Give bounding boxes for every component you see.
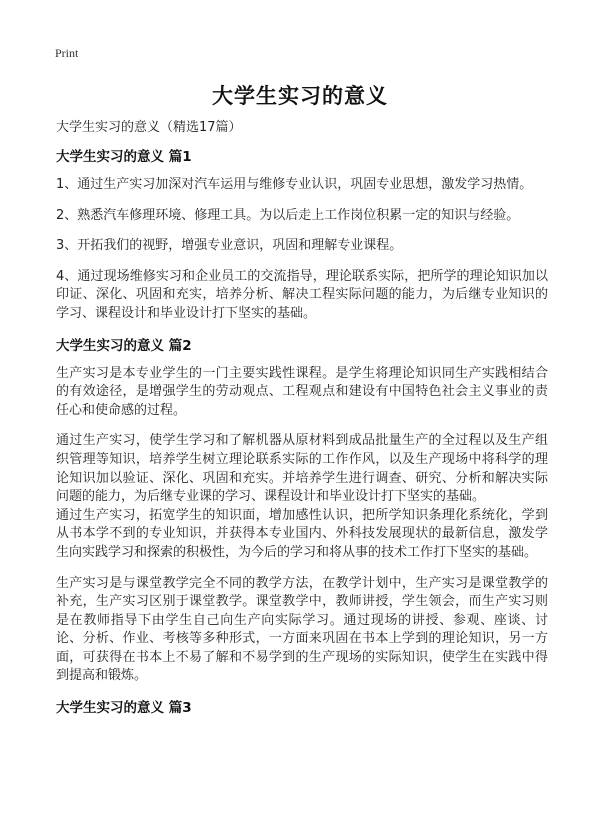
paragraph: 1、通过生产实习加深对汽车运用与维修专业认识，巩固专业思想，激发学习热情。 (56, 177, 533, 192)
paragraph: 通过生产实习，使学生学习和了解机器从原材料到成品批量生产的全过程以及生产组织管理等知识，培养学生树立理论联系实际的工作作风，以及生产现场中将科学的理论知识加以验证、深化、巩固和充实。并培养学生进行调查、研究、分析和解决实际问题的能力，为后继专业课的学习、课程设计和毕业设计打下坚实的基础。 (56, 433, 548, 505)
section-2 (56, 336, 548, 687)
paragraph: 3、开拓我们的视野，增强专业意识，巩固和理解专业课程。 (56, 238, 403, 254)
document-subtitle: 大学生实习的意义（精选17篇） (56, 120, 242, 135)
page-title: 大学生实习的意义 (212, 84, 388, 108)
document-body (56, 118, 548, 727)
section-1 (56, 147, 548, 324)
paragraph: 4、通过现场维修实习和企业员工的交流指导，理论联系实际，把所学的理论知识加以印证、深化、巩固和充实，培养分析、解决工程实际问题的能力，为后继专业知识的学习、课程设计和毕业设计打下坚实的基础。 (56, 268, 548, 321)
paragraph: 通过生产实习，拓宽学生的知识面，增加感性认识，把所学知识条理化系统化，学到从书本学不到的专业知识，并获得本专业国内、外科技发展现状的最新信息，激发学生向实践学习和探索的积极性，为今后的学习和将从事的技术工作打下坚实的基础。 (56, 507, 548, 560)
paragraph: 2、熟悉汽车修理环境、修理工具。为以后走上工作岗位积累一定的知识与经验。 (56, 207, 520, 223)
section-heading: 大学生实习的意义 篇1 (56, 149, 192, 165)
paragraph: 生产实习是与课堂教学完全不同的教学方法，在教学计划中，生产实习是课堂教学的补充，生产实习区别于课堂教学。课堂教学中，教师讲授，学生领会，而生产实习则是在教师指导下由学生自己向生产向实际学习。通过现场的讲授、参观、座谈、讨论、分析、作业、考核等多种形式，一方面来巩固在书本上学到的理论知识，另一方面，可获得在书本上不易了解和不易学到的生产现场的实际知识，使学生在实践中得到提高和锻炼。 (56, 575, 548, 684)
paragraph: 生产实习是本专业学生的一门主要实践性课程。是学生将理论知识同生产实践相结合的有效途径，是增强学生的劳动观点、工程观点和建设有中国特色社会主义事业的责任心和使命感的过程。 (56, 365, 548, 418)
section-heading: 大学生实习的意义 篇3 (56, 700, 192, 717)
section-heading: 大学生实习的意义 篇2 (56, 337, 192, 354)
print-label[interactable]: Print (55, 46, 79, 60)
section-3 (56, 698, 548, 718)
